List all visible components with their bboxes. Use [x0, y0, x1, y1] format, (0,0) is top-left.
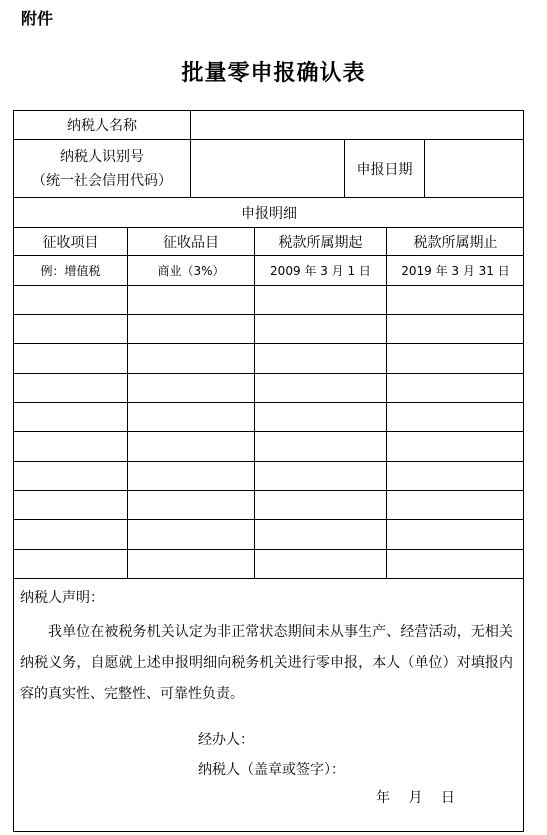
example-period-start: 2009 年 3 月 1 日 [270, 264, 371, 278]
attachment-label: 附件 [21, 9, 54, 28]
taxpayer-name-label: 纳税人名称 [67, 118, 137, 134]
column-header-period-end: 税款所属期止 [413, 234, 498, 251]
details-section-label: 申报明细 [241, 205, 297, 222]
signature-date-label: 年 月 日 [376, 790, 455, 806]
taxpayer-id-label [14, 140, 190, 197]
declaration-section [20, 587, 517, 827]
detail-empty-rows[interactable] [14, 286, 524, 578]
taxpayer-id-label-line2: （统一社会信用代码） [32, 172, 172, 189]
handler-label: 经办人： [198, 732, 254, 748]
taxpayer-name-field[interactable] [191, 111, 524, 139]
example-levy-category: 商业（3%） [157, 264, 225, 278]
declaration-heading: 纳税人声明： [20, 590, 104, 606]
taxpayer-id-label-line1: 纳税人识别号 [60, 148, 144, 165]
column-header-period-start: 税款所属期起 [278, 234, 363, 251]
example-levy-item: 例：增值税 [40, 264, 101, 278]
page-title: 批量零申报确认表 [181, 61, 366, 86]
declaration-body: 我单位在被税务机关认定为非正常状态期间未从事生产、经营活动，无相关纳税义务，自愿就上述申报明细向税务机关进行零申报，本人（单位）对填报内容的真实性、完整性、可靠性负责。 [20, 624, 513, 702]
report-date-label: 申报日期 [356, 161, 413, 178]
column-header-levy-category: 征收品目 [163, 234, 219, 251]
confirmation-form-table [13, 110, 524, 832]
report-date-field[interactable] [425, 140, 524, 197]
taxpayer-signature-label: 纳税人（盖章或签字）： [198, 762, 345, 778]
example-period-end: 2019 年 3 月 31 日 [401, 264, 510, 278]
column-header-levy-item: 征收项目 [42, 234, 99, 251]
taxpayer-id-field[interactable] [191, 140, 344, 197]
